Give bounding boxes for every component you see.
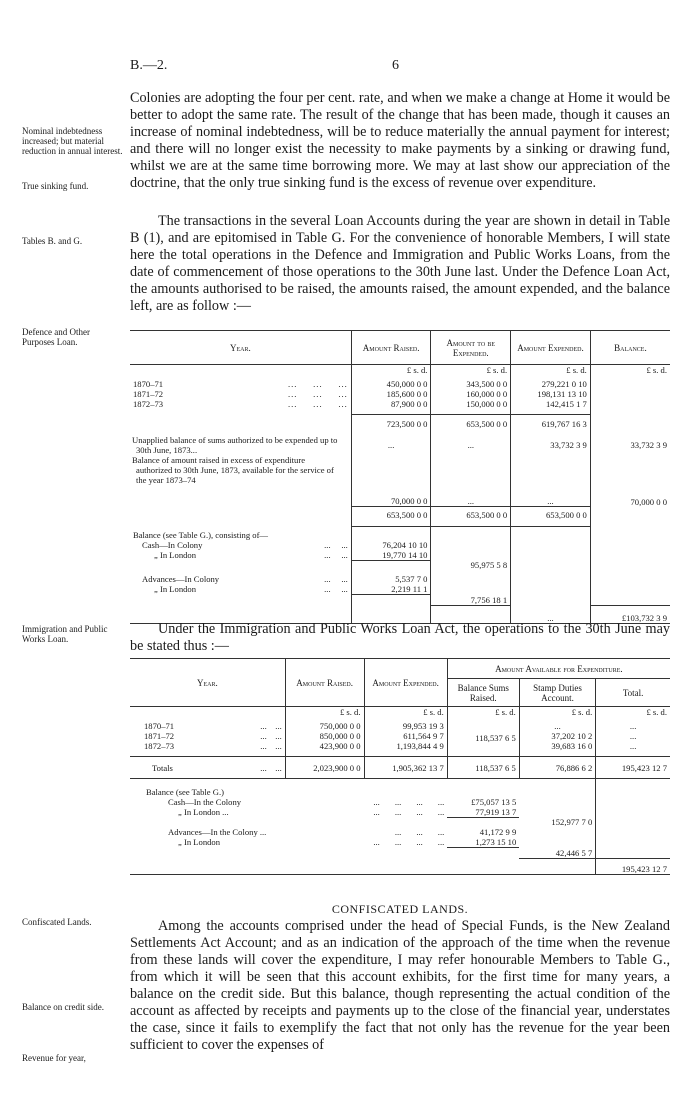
table-row: „ In London ... ... 19,770 14 10 [130, 550, 670, 561]
empty-cell: ... [511, 605, 591, 623]
value-cell: £75,057 13 5 [471, 796, 517, 807]
section-title-confiscated-lands: CONFISCATED LANDS. [331, 902, 469, 916]
row-label: Advances—In the Colony ... [168, 827, 267, 837]
paragraph-text: Under the Immigration and Public Works Loan Act, the operations to the 30th June may be stated thus :— [130, 621, 670, 654]
col-header-amount-expended: Amount Expended. [511, 331, 591, 365]
table-row [130, 527, 670, 540]
paragraph-text: Among the accounts comprised under the head of Special Funds, is the New Zealand Settlements Act Account; and as an indication of the approach of the time when the revenue from these lands will cover the expenditure, I may refer honourable Members to Table G., from which it will be seen that this account exhibits, for the first time for many years, a balance on the credit side. But this balance, though representing the actual condition of the account as affected by receipts and payments up to the close of the financial year, understates the case, since it fails to exemplify the fact that not only has the revenue for the year been sufficient to cover the expenses of [130, 918, 670, 1053]
year-cell: 1870–71 [144, 720, 175, 731]
empty-cell: ... [431, 455, 511, 507]
table-row [130, 848, 670, 859]
value-cell: 41,172 9 9 [479, 827, 517, 837]
value-cell: 33,732 3 9 [511, 435, 591, 455]
paragraph-text: The transactions in the several Loan Accounts during the year are shown in detail in Table B (1), and are epitomised in Table G. For the convenience of honorable Members, I will state here the total operations in the Defence and Immigration and Public Works Loans, from the date of commencement of those operations to the 30th June last. Under the Defence Loan Act, the amounts authorised to be raised, the amounts raised, the amount expended, and the balance left, are as follow :— [130, 213, 670, 314]
value-cell: ... [519, 721, 596, 731]
empty-cell: ... [431, 435, 511, 455]
table-row: 1870–71 ... ... 750,000 0 0 99,953 19 3 118,537 6 5 ... ... [130, 721, 670, 731]
year-cell: 1872–73 [133, 398, 164, 409]
total-cell: 653,500 0 0 [431, 507, 511, 527]
table-row: Cash—In the Colony ... ... ... ... £75,057 13 5 [130, 797, 670, 807]
col-header-year: Year. [130, 659, 285, 707]
col-header-year: Year. [230, 342, 251, 353]
units-cell: £ s. d. [351, 365, 431, 379]
value-cell: 95,975 5 8 [431, 560, 511, 574]
value-cell: 77,919 13 7 [447, 807, 519, 818]
units-cell: £ s. d. [285, 707, 364, 721]
value-cell: 33,732 3 9 [590, 435, 670, 455]
value-cell: 1,193,844 4 9 [364, 741, 447, 757]
row-label: Balance (see Table G.) [146, 786, 224, 797]
value-cell: 343,500 0 0 [431, 379, 511, 389]
total-cell: 195,423 12 7 [596, 757, 670, 779]
col-header-amount-raised: Amount Raised. [351, 331, 431, 365]
units-cell: £ s. d. [511, 365, 591, 379]
table-row [130, 455, 670, 507]
col-header-amount-expended: Amount Expended. [364, 659, 447, 707]
value-cell: 279,221 0 10 [511, 379, 591, 389]
totals-row: Totals ... ... 2,023,900 0 0 1,905,362 13 7 118,537 6 5 76,886 6 2 195,423 12 7 [130, 757, 670, 779]
row-label: Balance of amount raised in excess of expenditure authorized to 30th June, 1873, available for the service of the year 1873–74 [132, 454, 334, 485]
immigration-loan-table [130, 658, 670, 875]
table-row [130, 787, 670, 797]
total-cell: 118,537 6 5 [447, 757, 519, 779]
table-row: Advances—In the Colony ... ... ... ... 41,172 9 9 [130, 827, 670, 837]
value-cell: ... [596, 731, 670, 741]
value-cell: ... [596, 721, 670, 731]
total-cell: 76,886 6 2 [519, 757, 596, 779]
totals-label: Totals [152, 762, 173, 773]
col-header-amount-available: Amount Available for Expenditure. [447, 659, 670, 679]
value-cell: 850,000 0 0 [285, 731, 364, 741]
value-cell: 450,000 0 0 [351, 379, 431, 389]
table-row [130, 595, 670, 606]
margin-note-tables: Tables B. and G. [22, 236, 83, 246]
totals-row [130, 415, 670, 435]
year-cell: 1870–71 [133, 378, 164, 389]
paragraph-confiscated-lands [130, 918, 670, 1054]
value-cell: 142,415 1 7 [511, 399, 591, 415]
value-cell: 198,131 13 10 [511, 389, 591, 399]
value-cell: 152,977 7 0 [551, 817, 593, 827]
value-cell: 70,000 0 0 [351, 455, 431, 507]
value-cell: 76,204 10 10 [351, 540, 431, 550]
margin-note-immigration-loan: Immigration and Public Works Loan. [22, 624, 108, 644]
units-cell: £ s. d. [519, 707, 596, 721]
value-cell: 19,770 14 10 [351, 550, 431, 561]
units-cell: £ s. d. [431, 365, 511, 379]
value-cell: 750,000 0 0 [285, 721, 364, 731]
table-row: 1872–73 ... ... 423,900 0 0 1,193,844 4 9 39,683 16 0 ... [130, 741, 670, 757]
year-cell: 1872–73 [144, 740, 175, 751]
units-cell: £ s. d. [596, 707, 670, 721]
units-cell: £ s. d. [447, 707, 519, 721]
row-label: Unapplied balance of sums authorized to be expended up to 30th June, 1873... [132, 434, 338, 455]
table-row: Cash—In Colony ... ... 76,204 10 10 [130, 540, 670, 550]
col-header-amount-to-be-expended: Amount to be Expended. [431, 331, 511, 365]
row-label: „ In London [178, 837, 221, 847]
value-cell: 7,756 18 1 [431, 595, 511, 606]
value-cell: 160,000 0 0 [431, 389, 511, 399]
row-label: „ In London ... [178, 806, 229, 817]
total-cell: 723,500 0 0 [351, 415, 431, 435]
col-header-balance: Balance. [590, 331, 670, 365]
value-cell: 150,000 0 0 [431, 399, 511, 415]
total-cell: 619,767 16 3 [511, 415, 591, 435]
margin-note-revenue: Revenue for year, [22, 1053, 86, 1063]
total-cell: 1,905,362 13 7 [364, 757, 447, 779]
row-label: Advances—In Colony [142, 574, 220, 584]
value-cell: ... [596, 741, 670, 757]
grand-total-cell: £103,732 3 9 [590, 605, 670, 623]
margin-note-credit-balance: Balance on credit side. [22, 1002, 104, 1012]
table-row: 1872–73 ... ... ... 87,900 0 0 150,000 0 0 142,415 1 7 [130, 399, 670, 415]
total-cell: 653,500 0 0 [431, 415, 511, 435]
total-cell: 653,500 0 0 [351, 507, 431, 527]
value-cell: 423,900 0 0 [285, 741, 364, 757]
units-cell: £ s. d. [364, 707, 447, 721]
col-header-balance-sums-raised: Balance Sums Raised. [447, 679, 519, 707]
value-cell: 5,537 7 0 [351, 574, 431, 584]
page-number: 6 [392, 58, 399, 73]
row-label: „ In London [154, 549, 197, 560]
value-cell: 87,900 0 0 [351, 399, 431, 415]
value-cell: 37,202 10 2 [519, 731, 596, 741]
defence-loan-table [130, 330, 670, 624]
year-cell: 1871–72 [133, 388, 164, 399]
margin-note-defence-loan: Defence and Other Purposes Loan. [22, 327, 90, 347]
table-row: 1870–71 ... ... ... 450,000 0 0 343,500 0 0 279,221 0 10 [130, 379, 670, 389]
table-row [130, 560, 670, 574]
table-row: „ In London ... ... ... ... ... 77,919 13 7 [130, 807, 670, 818]
col-header-total: Total. [596, 679, 670, 707]
value-cell: 185,600 0 0 [351, 389, 431, 399]
row-label: Balance (see Table G.), consisting of— [133, 529, 269, 540]
row-label: Cash—In Colony [142, 539, 203, 550]
grand-total-row [130, 858, 670, 874]
year-cell: 1871–72 [144, 730, 175, 741]
paragraph-loan-accounts [130, 213, 670, 315]
table-row: 1871–72 ... ... ... 185,600 0 0 160,000 0 0 198,131 13 10 [130, 389, 670, 399]
row-label: „ In London [154, 584, 197, 594]
value-cell: 118,537 6 5 [447, 721, 519, 757]
col-header-amount-raised: Amount Raised. [285, 659, 364, 707]
totals-row [130, 507, 670, 527]
margin-note-confiscated-lands: Confiscated Lands. [22, 917, 92, 927]
empty-cell: ... [351, 435, 431, 455]
table-row: „ In London ... ... ... ... 1,273 15 10 [130, 837, 670, 848]
total-cell: 653,500 0 0 [511, 507, 591, 527]
total-cell: 2,023,900 0 0 [285, 757, 364, 779]
value-cell: 2,219 11 1 [351, 584, 431, 595]
margin-note-indebtedness: Nominal indebtedness increased; but material reduction in annual interest. [22, 126, 123, 156]
table-row [130, 817, 670, 827]
row-label: Cash—In the Colony [168, 796, 242, 807]
table-row [130, 435, 670, 455]
table-row: Advances—In Colony ... ... 5,537 7 0 [130, 574, 670, 584]
value-cell: 99,953 19 3 [364, 721, 447, 731]
margin-note-sinking-fund: True sinking fund. [22, 181, 89, 191]
table-row: 1871–72 ... ... 850,000 0 0 611,564 9 7 37,202 10 2 ... [130, 731, 670, 741]
value-cell: 42,446 5 7 [519, 848, 596, 859]
grand-total-cell: 195,423 12 7 [596, 858, 670, 874]
value-cell: 1,273 15 10 [447, 837, 519, 848]
document-reference: B.—2. [130, 58, 168, 73]
value-cell: 39,683 16 0 [519, 741, 596, 757]
paragraph-loan-rate [130, 90, 670, 192]
empty-cell: ... [511, 455, 591, 507]
value-cell: 70,000 0 0 [590, 455, 670, 507]
units-cell: £ s. d. [590, 365, 670, 379]
col-header-stamp-duties: Stamp Duties Account. [519, 679, 596, 707]
paragraph-text: Colonies are adopting the four per cent. rate, and when we make a change at Home it would be better to adopt the same rate. The result of the change that has been made, though it causes an increase of nominal indebtedness, will be to reduce materially the annual payment for interest; and there will no longer exist the necessity to make payments by a sinking or drawing fund, whilst we are at the same time borrowing more. We may at last show our appreciation of the doctrine, that the only true sinking fund is the excess of revenue over expenditure. [130, 90, 670, 191]
table-row: „ In London ... ... 2,219 11 1 [130, 584, 670, 595]
paragraph-immigration-loan [130, 621, 670, 655]
value-cell: 611,564 9 7 [364, 731, 447, 741]
